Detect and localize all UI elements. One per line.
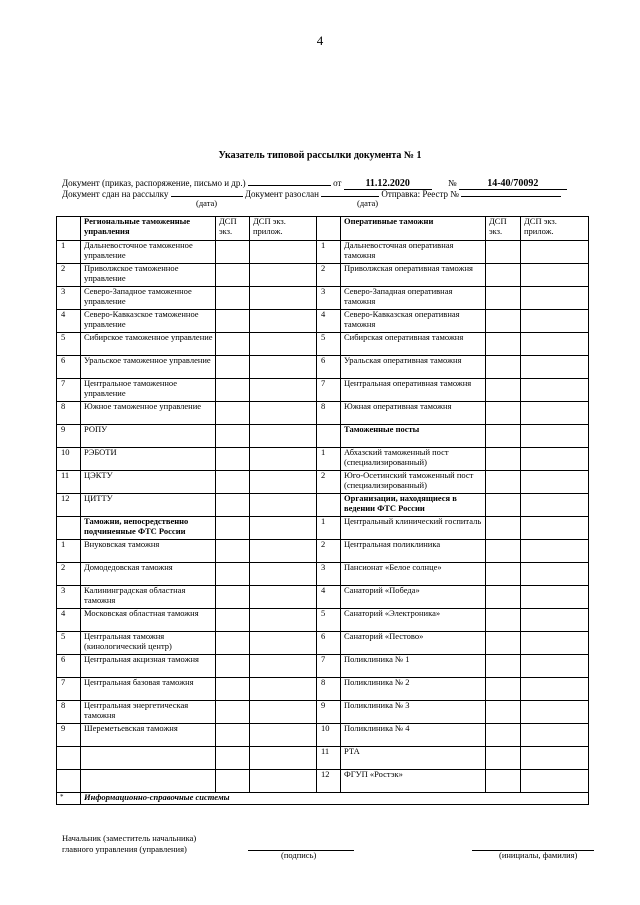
- table-row: [57, 264, 589, 287]
- right-row-number: 7: [317, 655, 341, 678]
- table-row: [57, 333, 589, 356]
- right-dsp-cell: [486, 425, 521, 448]
- table-row: [57, 770, 589, 793]
- right-dsp-attachment-cell: [521, 540, 589, 563]
- table-row: [57, 471, 589, 494]
- given-date-blank: [171, 187, 243, 197]
- left-dsp-cell: [216, 563, 250, 586]
- left-dsp-attachment-cell: [250, 609, 317, 632]
- right-row-number: 2: [317, 540, 341, 563]
- left-row-number: 3: [57, 287, 81, 310]
- registry-number-blank: [461, 187, 561, 197]
- right-row-number: 4: [317, 586, 341, 609]
- left-recipient: Сибирское таможенное управление: [81, 333, 216, 356]
- right-recipient: Поликлиника № 2: [341, 678, 486, 701]
- right-row-number: 6: [317, 632, 341, 655]
- right-dsp-attachment-cell: [521, 379, 589, 402]
- right-dsp-attachment-header: ДСП экз. прилож.: [521, 217, 589, 241]
- right-row-number: 9: [317, 701, 341, 724]
- right-dsp-cell: [486, 747, 521, 770]
- left-dsp-attachment-cell: [250, 517, 317, 540]
- left-recipient: Приволжское таможенное управление: [81, 264, 216, 287]
- left-recipient: Уральское таможенное управление: [81, 356, 216, 379]
- right-dsp-attachment-cell: [521, 701, 589, 724]
- left-recipient: Центральное таможенное управление: [81, 379, 216, 402]
- left-dsp-header: ДСП экз.: [216, 217, 250, 241]
- right-row-number: 11: [317, 747, 341, 770]
- distribution-table: [56, 216, 589, 805]
- left-dsp-attachment-cell: [250, 632, 317, 655]
- right-recipient: Пансионат «Белое солнце»: [341, 563, 486, 586]
- table-row: [57, 241, 589, 264]
- right-row-number: 6: [317, 356, 341, 379]
- right-recipient: Южная оперативная таможня: [341, 402, 486, 425]
- left-row-number: 9: [57, 425, 81, 448]
- left-dsp-cell: [216, 402, 250, 425]
- right-dsp-cell: [486, 586, 521, 609]
- right-row-number: 2: [317, 471, 341, 494]
- right-row-number: 1: [317, 517, 341, 540]
- right-row-number: 5: [317, 333, 341, 356]
- left-recipient: ЦИТТУ: [81, 494, 216, 517]
- right-dsp-attachment-cell: [521, 678, 589, 701]
- right-recipient: Приволжская оперативная таможня: [341, 264, 486, 287]
- right-dsp-attachment-cell: [521, 632, 589, 655]
- left-dsp-cell: [216, 494, 250, 517]
- left-dsp-cell: [216, 356, 250, 379]
- left-row-number: 2: [57, 264, 81, 287]
- from-label: от: [333, 178, 342, 188]
- sent-date-blank: [321, 187, 379, 197]
- left-row-number: 10: [57, 448, 81, 471]
- footnote-text: Информационно-справочные системы: [81, 793, 589, 805]
- left-dsp-attachment-cell: [250, 678, 317, 701]
- right-dsp-cell: [486, 356, 521, 379]
- right-dsp-attachment-cell: [521, 563, 589, 586]
- right-row-number: 3: [317, 563, 341, 586]
- left-dsp-cell: [216, 655, 250, 678]
- right-recipient: Организации, находящиеся в ведении ФТС России: [341, 494, 486, 517]
- left-dsp-cell: [216, 724, 250, 747]
- right-row-number: 8: [317, 402, 341, 425]
- left-dsp-cell: [216, 770, 250, 793]
- right-dsp-attachment-cell: [521, 287, 589, 310]
- right-dsp-attachment-cell: [521, 333, 589, 356]
- left-recipient: Таможни, непосредственно подчиненные ФТС России: [81, 517, 216, 540]
- left-row-number: 4: [57, 310, 81, 333]
- left-recipient: Северо-Западное таможенное управление: [81, 287, 216, 310]
- left-dsp-attachment-cell: [250, 540, 317, 563]
- left-recipient: РЭБОТИ: [81, 448, 216, 471]
- table-row: [57, 609, 589, 632]
- right-row-number: 1: [317, 241, 341, 264]
- right-dsp-attachment-cell: [521, 655, 589, 678]
- footnote-row: [57, 793, 589, 805]
- left-row-number: 5: [57, 632, 81, 655]
- right-dsp-cell: [486, 264, 521, 287]
- document-number: 14-40/70092: [459, 179, 567, 190]
- left-dsp-attachment-cell: [250, 724, 317, 747]
- left-recipient: Дальневосточное таможенное управление: [81, 241, 216, 264]
- left-row-number: 2: [57, 563, 81, 586]
- left-row-number: 5: [57, 333, 81, 356]
- right-recipient: Поликлиника № 3: [341, 701, 486, 724]
- left-dsp-cell: [216, 586, 250, 609]
- left-row-number: [57, 770, 81, 793]
- right-dsp-cell: [486, 609, 521, 632]
- right-dsp-cell: [486, 701, 521, 724]
- right-dsp-cell: [486, 333, 521, 356]
- right-recipient: Санаторий «Электроника»: [341, 609, 486, 632]
- left-recipient: Шереметьевская таможня: [81, 724, 216, 747]
- table-row: [57, 310, 589, 333]
- table-header-row: [57, 217, 589, 241]
- signatory-position-line2: главного управления (управления): [62, 844, 187, 854]
- table-row: [57, 448, 589, 471]
- right-dsp-attachment-cell: [521, 448, 589, 471]
- left-dsp-cell: [216, 379, 250, 402]
- right-dsp-attachment-cell: [521, 517, 589, 540]
- right-row-number: 1: [317, 448, 341, 471]
- right-dsp-attachment-cell: [521, 770, 589, 793]
- left-dsp-attachment-cell: [250, 494, 317, 517]
- left-recipient: [81, 747, 216, 770]
- right-recipient: Поликлиника № 1: [341, 655, 486, 678]
- table-row: [57, 678, 589, 701]
- left-row-number: [57, 747, 81, 770]
- left-dsp-attachment-cell: [250, 747, 317, 770]
- footnote-mark: *: [57, 793, 81, 805]
- right-dsp-cell: [486, 379, 521, 402]
- left-dsp-attachment-cell: [250, 356, 317, 379]
- left-dsp-cell: [216, 333, 250, 356]
- left-name-header: Региональные таможенные управления: [81, 217, 216, 241]
- right-recipient: Сибирская оперативная таможня: [341, 333, 486, 356]
- left-recipient: Домодедовская таможня: [81, 563, 216, 586]
- left-row-number: 12: [57, 494, 81, 517]
- table-row: [57, 747, 589, 770]
- table-row: [57, 402, 589, 425]
- right-dsp-attachment-cell: [521, 310, 589, 333]
- left-dsp-attachment-cell: [250, 379, 317, 402]
- left-recipient: Московская областная таможня: [81, 609, 216, 632]
- right-dsp-cell: [486, 241, 521, 264]
- right-recipient: Центральная оперативная таможня: [341, 379, 486, 402]
- left-recipient: Южное таможенное управление: [81, 402, 216, 425]
- right-recipient: ФГУП «Ростэк»: [341, 770, 486, 793]
- left-row-number: 4: [57, 609, 81, 632]
- table-row: [57, 655, 589, 678]
- left-dsp-cell: [216, 747, 250, 770]
- left-dsp-cell: [216, 425, 250, 448]
- left-num-header: [57, 217, 81, 241]
- right-recipient: Уральская оперативная таможня: [341, 356, 486, 379]
- right-row-number: 3: [317, 287, 341, 310]
- right-name-header: Оперативные таможни: [341, 217, 486, 241]
- right-dsp-cell: [486, 494, 521, 517]
- left-recipient: Центральная таможня (кинологический центр): [81, 632, 216, 655]
- left-recipient: Центральная акцизная таможня: [81, 655, 216, 678]
- left-row-number: 8: [57, 701, 81, 724]
- left-row-number: [57, 517, 81, 540]
- right-dsp-attachment-cell: [521, 264, 589, 287]
- right-dsp-cell: [486, 471, 521, 494]
- left-recipient: Калининградская областная таможня: [81, 586, 216, 609]
- left-dsp-cell: [216, 632, 250, 655]
- left-dsp-cell: [216, 678, 250, 701]
- right-dsp-cell: [486, 402, 521, 425]
- right-row-number: [317, 425, 341, 448]
- right-row-number: 12: [317, 770, 341, 793]
- left-row-number: 1: [57, 241, 81, 264]
- left-row-number: 7: [57, 678, 81, 701]
- right-dsp-attachment-cell: [521, 724, 589, 747]
- right-dsp-attachment-cell: [521, 402, 589, 425]
- right-dsp-attachment-cell: [521, 425, 589, 448]
- left-dsp-cell: [216, 448, 250, 471]
- right-recipient: Северо-Западная оперативная таможня: [341, 287, 486, 310]
- right-row-number: [317, 494, 341, 517]
- right-dsp-header: ДСП экз.: [486, 217, 521, 241]
- page-number: 4: [316, 33, 324, 48]
- doc-type-label: Документ (приказ, распоряжение, письмо и др.): [62, 178, 246, 188]
- left-row-number: 8: [57, 402, 81, 425]
- left-recipient: [81, 770, 216, 793]
- left-row-number: 11: [57, 471, 81, 494]
- right-dsp-attachment-cell: [521, 609, 589, 632]
- right-dsp-cell: [486, 632, 521, 655]
- left-recipient: Центральная энергетическая таможня: [81, 701, 216, 724]
- right-recipient: РТА: [341, 747, 486, 770]
- left-recipient: РОПУ: [81, 425, 216, 448]
- table-row: [57, 586, 589, 609]
- table-row: [57, 425, 589, 448]
- left-dsp-attachment-cell: [250, 241, 317, 264]
- dispatch-label: Отправка: Реестр №: [381, 189, 459, 199]
- left-dsp-attachment-cell: [250, 770, 317, 793]
- signature-caption: (подпись): [281, 850, 317, 860]
- left-row-number: 9: [57, 724, 81, 747]
- left-dsp-cell: [216, 517, 250, 540]
- right-row-number: 5: [317, 609, 341, 632]
- left-dsp-cell: [216, 540, 250, 563]
- left-dsp-attachment-cell: [250, 448, 317, 471]
- right-dsp-cell: [486, 563, 521, 586]
- right-dsp-attachment-cell: [521, 747, 589, 770]
- left-dsp-cell: [216, 471, 250, 494]
- right-row-number: 7: [317, 379, 341, 402]
- left-row-number: 3: [57, 586, 81, 609]
- signatory-position-line1: Начальник (заместитель начальника): [62, 833, 197, 843]
- right-recipient: Центральный клинический госпиталь: [341, 517, 486, 540]
- document-date: 11.12.2020: [344, 179, 432, 190]
- left-dsp-attachment-cell: [250, 471, 317, 494]
- left-dsp-attachment-cell: [250, 655, 317, 678]
- right-dsp-attachment-cell: [521, 241, 589, 264]
- left-row-number: 1: [57, 540, 81, 563]
- left-dsp-attachment-cell: [250, 586, 317, 609]
- right-num-header: [317, 217, 341, 241]
- left-dsp-attachment-cell: [250, 287, 317, 310]
- table-row: [57, 517, 589, 540]
- left-dsp-cell: [216, 287, 250, 310]
- right-row-number: 2: [317, 264, 341, 287]
- right-recipient: Таможенные посты: [341, 425, 486, 448]
- right-row-number: 8: [317, 678, 341, 701]
- left-dsp-attachment-cell: [250, 402, 317, 425]
- right-dsp-cell: [486, 724, 521, 747]
- left-dsp-cell: [216, 310, 250, 333]
- right-recipient: Поликлиника № 4: [341, 724, 486, 747]
- table-row: [57, 540, 589, 563]
- left-dsp-attachment-header: ДСП экз. прилож.: [250, 217, 317, 241]
- table-row: [57, 701, 589, 724]
- left-dsp-attachment-cell: [250, 563, 317, 586]
- sent-label: Документ разослан: [244, 189, 319, 199]
- date-caption-given: (дата): [196, 198, 218, 208]
- right-dsp-cell: [486, 655, 521, 678]
- right-dsp-cell: [486, 310, 521, 333]
- right-dsp-cell: [486, 770, 521, 793]
- left-dsp-cell: [216, 241, 250, 264]
- left-row-number: 6: [57, 356, 81, 379]
- given-label: Документ сдан на рассылку: [62, 189, 169, 199]
- doc-type-blank: [248, 176, 331, 186]
- document-title: Указатель типовой рассылки документа № 1: [218, 150, 422, 161]
- right-dsp-attachment-cell: [521, 471, 589, 494]
- left-dsp-cell: [216, 701, 250, 724]
- left-dsp-attachment-cell: [250, 425, 317, 448]
- left-dsp-attachment-cell: [250, 333, 317, 356]
- left-recipient: Внуковская таможня: [81, 540, 216, 563]
- left-row-number: 6: [57, 655, 81, 678]
- right-recipient: Санаторий «Пестово»: [341, 632, 486, 655]
- left-recipient: Центральная базовая таможня: [81, 678, 216, 701]
- right-recipient: Дальневосточная оперативная таможня: [341, 241, 486, 264]
- left-dsp-attachment-cell: [250, 701, 317, 724]
- left-dsp-cell: [216, 264, 250, 287]
- right-dsp-cell: [486, 540, 521, 563]
- right-dsp-cell: [486, 448, 521, 471]
- left-recipient: ЦЭКТУ: [81, 471, 216, 494]
- right-dsp-attachment-cell: [521, 356, 589, 379]
- table-row: [57, 632, 589, 655]
- left-dsp-cell: [216, 609, 250, 632]
- right-dsp-attachment-cell: [521, 586, 589, 609]
- left-dsp-attachment-cell: [250, 310, 317, 333]
- name-caption: (инициалы, фамилия): [499, 850, 578, 860]
- right-recipient: Санаторий «Победа»: [341, 586, 486, 609]
- table-row: [57, 494, 589, 517]
- right-row-number: 4: [317, 310, 341, 333]
- right-recipient: Северо-Кавказская оперативная таможня: [341, 310, 486, 333]
- table-row: [57, 724, 589, 747]
- table-row: [57, 287, 589, 310]
- table-row: [57, 379, 589, 402]
- right-dsp-cell: [486, 678, 521, 701]
- right-dsp-cell: [486, 517, 521, 540]
- table-row: [57, 356, 589, 379]
- left-row-number: 7: [57, 379, 81, 402]
- right-recipient: Центральная поликлиника: [341, 540, 486, 563]
- right-dsp-attachment-cell: [521, 494, 589, 517]
- left-recipient: Северо-Кавказское таможенное управление: [81, 310, 216, 333]
- right-recipient: Абхазский таможенный пост (специализированный): [341, 448, 486, 471]
- date-caption-sent: (дата): [357, 198, 379, 208]
- dispatch-line: [62, 187, 561, 199]
- left-dsp-attachment-cell: [250, 264, 317, 287]
- number-label: №: [447, 178, 457, 188]
- right-dsp-cell: [486, 287, 521, 310]
- right-recipient: Юго-Осетинский таможенный пост (специализированный): [341, 471, 486, 494]
- table-row: [57, 563, 589, 586]
- right-row-number: 10: [317, 724, 341, 747]
